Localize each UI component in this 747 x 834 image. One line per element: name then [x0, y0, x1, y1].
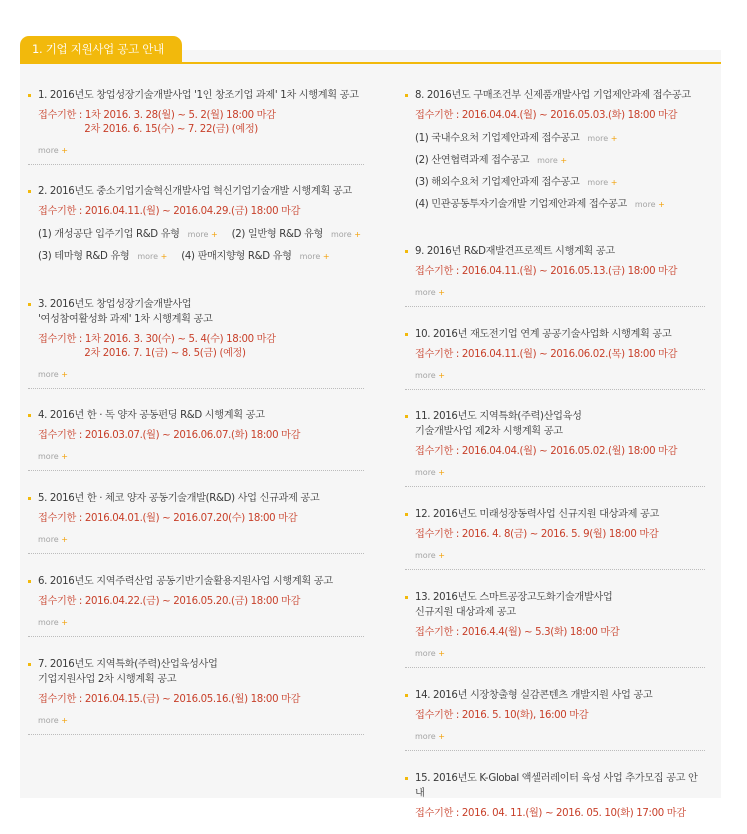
- more-label: more: [415, 732, 439, 741]
- announcement-title[interactable]: 13. 2016년도 스마트공장고도화기술개발사업 신규지원 대상과제 공고: [405, 590, 705, 620]
- sub-item-more-link[interactable]: [300, 246, 330, 268]
- announcement-title[interactable]: 7. 2016년도 지역특화(주력)산업육성사업 기업지원사업 2차 시행계획 공고: [28, 657, 364, 687]
- more-label: more: [330, 230, 355, 239]
- more-label: more: [38, 535, 62, 544]
- deadline-text: 접수기한 : 2016. 5. 10(화), 16:00 마감: [415, 710, 589, 721]
- more-label: more: [587, 134, 611, 143]
- announcement-item: [405, 771, 705, 834]
- sub-item-row: [38, 246, 364, 268]
- dotted-separator: [405, 306, 705, 307]
- dotted-separator: [405, 569, 705, 570]
- more-label: more: [38, 618, 62, 627]
- announcement-title[interactable]: 1. 2016년도 창업성장기술개발사업 '1인 창조기업 과제' 1차 시행계획 공고: [28, 88, 364, 103]
- announcement-item: [405, 590, 705, 672]
- announcement-item: [28, 88, 364, 169]
- plus-icon: +: [438, 551, 445, 560]
- sub-item-label: (1) 국내수요처 기업제안과제 접수공고: [415, 133, 580, 144]
- sub-item-row: [38, 224, 364, 246]
- sub-item-more-link[interactable]: [331, 224, 361, 246]
- dotted-separator: [28, 164, 364, 165]
- deadline-text: 접수기한 : 2016.04.01.(월) ~ 2016.07.20(수) 18:00 마감: [38, 513, 298, 524]
- deadline-text: 접수기한 : 1차 2016. 3. 28(월) ~ 5. 2(월) 18:00 마감 2차 2016. 6. 15(수) ~ 7. 22(금) (예정): [38, 110, 276, 135]
- sub-item-more-link[interactable]: [587, 128, 617, 150]
- plus-icon: +: [438, 371, 445, 380]
- deadline-text: 접수기한 : 2016.04.04.(월) ~ 2016.05.03.(화) 18:00 마감: [415, 110, 678, 121]
- plus-icon: +: [438, 468, 445, 477]
- announcement-item: [405, 327, 705, 394]
- plus-icon: +: [61, 618, 68, 627]
- plus-icon: +: [322, 252, 330, 261]
- dotted-separator: [28, 470, 364, 471]
- announcement-title[interactable]: 11. 2016년도 지역특화(주력)산업육성 기술개발사업 제2차 시행계획 공고: [405, 409, 705, 439]
- dotted-separator: [405, 750, 705, 751]
- deadline-text: 접수기한 : 2016.4.4(월) ~ 5.3(화) 18:00 마감: [415, 627, 620, 638]
- announcement-title[interactable]: 14. 2016년 시장창출형 실감콘텐츠 개발지원 사업 공고: [405, 688, 705, 703]
- announcement-item: [405, 244, 705, 311]
- sub-item-label: (3) 해외수요처 기업제안과제 접수공고: [415, 177, 580, 188]
- sub-item-more-link[interactable]: [188, 224, 218, 246]
- dotted-separator: [28, 734, 364, 735]
- plus-icon: +: [61, 146, 68, 155]
- left-column: [28, 88, 364, 755]
- sub-item-row: [415, 194, 705, 216]
- deadline-text: 접수기한 : 1차 2016. 3. 30(수) ~ 5. 4(수) 18:00 마감 2차 2016. 7. 1(금) ~ 8. 5(금) (예정): [38, 334, 276, 359]
- more-link[interactable]: [415, 732, 705, 742]
- sub-item-label: (2) 일반형 R&D 유형: [231, 229, 323, 240]
- sub-item-row: [415, 128, 705, 150]
- more-label: more: [38, 146, 62, 155]
- plus-icon: +: [354, 230, 361, 239]
- plus-icon: +: [438, 288, 445, 297]
- announcement-item: [28, 297, 364, 393]
- more-label: more: [415, 371, 439, 380]
- more-link[interactable]: [415, 551, 705, 561]
- sub-item-row: [415, 172, 705, 194]
- plus-icon: +: [210, 230, 218, 239]
- announcement-title[interactable]: 3. 2016년도 창업성장기술개발사업 '여성참여활성화 과제' 1차 시행계획 공고: [28, 297, 364, 327]
- sub-item[interactable]: [38, 246, 167, 268]
- announcement-item: [28, 657, 364, 739]
- announcement-item: [405, 88, 705, 229]
- section-title-underline: [20, 62, 721, 64]
- more-label: more: [415, 468, 439, 477]
- sub-item[interactable]: [415, 150, 567, 172]
- sub-item-more-link[interactable]: [587, 172, 617, 194]
- dotted-separator: [28, 388, 364, 389]
- announcement-title[interactable]: 8. 2016년도 구매조건부 신제품개발사업 기업제안과제 접수공고: [405, 88, 705, 103]
- deadline-text: 접수기한 : 2016.04.11.(월) ~ 2016.06.02.(목) 18:00 마감: [415, 349, 678, 360]
- more-label: more: [634, 200, 659, 209]
- sub-item[interactable]: [38, 224, 218, 246]
- section-title: 1. 기업 지원사업 공고 안내: [20, 36, 182, 63]
- sub-item-label: (1) 개성공단 입주기업 R&D 유형: [38, 229, 180, 240]
- plus-icon: +: [61, 370, 68, 379]
- announcement-item: [405, 507, 705, 574]
- deadline-text: 접수기한 : 2016.04.15.(금) ~ 2016.05.16.(월) 18:00 마감: [38, 694, 301, 705]
- dotted-separator: [405, 667, 705, 668]
- plus-icon: +: [61, 716, 68, 725]
- dotted-separator: [28, 553, 364, 554]
- dotted-separator: [28, 636, 364, 637]
- more-label: more: [38, 370, 62, 379]
- announcement-title[interactable]: 2. 2016년도 중소기업기술혁신개발사업 혁신기업기술개발 시행계획 공고: [28, 184, 364, 199]
- more-link[interactable]: [415, 468, 705, 478]
- right-column: [405, 88, 705, 834]
- plus-icon: +: [61, 452, 68, 461]
- sub-item[interactable]: [415, 128, 617, 150]
- deadline-text: 접수기한 : 2016.04.04.(월) ~ 2016.05.02.(월) 18:00 마감: [415, 446, 678, 457]
- sub-item[interactable]: [415, 172, 617, 194]
- sub-item-list: [28, 224, 364, 268]
- more-link[interactable]: [38, 370, 364, 380]
- more-link[interactable]: [38, 452, 364, 462]
- sub-item-row: [415, 150, 705, 172]
- sub-item-label: (3) 테마형 R&D 유형: [38, 251, 130, 262]
- announcement-title[interactable]: 12. 2016년도 미래성장동력사업 신규지원 대상과제 공고: [405, 507, 705, 522]
- announcement-title[interactable]: 10. 2016년 재도전기업 연계 공공기술사업화 시행계획 공고: [405, 327, 705, 342]
- more-label: more: [187, 230, 211, 239]
- announcement-item: [28, 491, 364, 558]
- sub-item-label: (4) 판매지향형 R&D 유형: [181, 251, 292, 262]
- sub-item-label: (2) 산연협력과제 접수공고: [415, 155, 530, 166]
- plus-icon: +: [610, 134, 618, 143]
- deadline-text: 접수기한 : 2016.04.11.(월) ~ 2016.05.13.(금) 18:00 마감: [415, 266, 678, 277]
- more-label: more: [415, 551, 439, 560]
- sub-item-list: [405, 128, 705, 216]
- more-label: more: [38, 452, 62, 461]
- announcement-title[interactable]: 4. 2016년 한 · 독 양자 공동펀딩 R&D 시행계획 공고: [28, 408, 364, 423]
- sub-item[interactable]: [415, 194, 665, 216]
- announcement-title[interactable]: 6. 2016년도 지역주력산업 공동기반기술활용지원사업 시행계획 공고: [28, 574, 364, 589]
- sub-item-more-link[interactable]: [137, 246, 167, 268]
- dotted-separator: [405, 486, 705, 487]
- more-link[interactable]: [415, 649, 705, 659]
- sub-item-more-link[interactable]: [635, 194, 665, 216]
- more-label: more: [415, 288, 439, 297]
- announcement-item: [405, 409, 705, 491]
- more-label: more: [299, 252, 323, 261]
- announcement-title[interactable]: 15. 2016년도 K-Global 액셀러레이터 육성 사업 추가모집 공고 안내: [405, 771, 705, 801]
- dotted-separator: [405, 389, 705, 390]
- plus-icon: +: [438, 649, 445, 658]
- more-link[interactable]: [415, 371, 705, 381]
- plus-icon: +: [658, 200, 665, 209]
- plus-icon: +: [610, 178, 618, 187]
- deadline-text: 접수기한 : 2016.04.11.(월) ~ 2016.04.29.(금) 18:00 마감: [38, 206, 301, 217]
- more-link[interactable]: [415, 288, 705, 298]
- plus-icon: +: [560, 156, 568, 165]
- plus-icon: +: [61, 535, 68, 544]
- deadline-text: 접수기한 : 2016.03.07.(월) ~ 2016.06.07.(화) 18:00 마감: [38, 430, 301, 441]
- announcement-item: [405, 688, 705, 755]
- announcement-title[interactable]: 5. 2016년 한 · 체코 양자 공동기술개발(R&D) 사업 신규과제 공고: [28, 491, 364, 506]
- sub-item-more-link[interactable]: [537, 150, 567, 172]
- more-link[interactable]: [38, 716, 364, 726]
- plus-icon: +: [438, 732, 445, 741]
- sub-item-label: (4) 민관공동투자기술개발 기업제안과제 접수공고: [415, 199, 627, 210]
- announcement-title[interactable]: 9. 2016년 R&D재발견프로젝트 시행계획 공고: [405, 244, 705, 259]
- more-link[interactable]: [38, 618, 364, 628]
- more-link[interactable]: [38, 146, 364, 156]
- more-label: more: [38, 716, 62, 725]
- deadline-text: 접수기한 : 2016.04.22.(금) ~ 2016.05.20.(금) 18:00 마감: [38, 596, 301, 607]
- more-label: more: [415, 649, 439, 658]
- announcement-item: [28, 408, 364, 475]
- sub-item[interactable]: [232, 224, 361, 246]
- announcement-item: [28, 574, 364, 641]
- more-label: more: [537, 156, 561, 165]
- more-label: more: [137, 252, 161, 261]
- plus-icon: +: [160, 252, 168, 261]
- more-link[interactable]: [38, 535, 364, 545]
- deadline-text: 접수기한 : 2016. 04. 11.(월) ~ 2016. 05. 10(화) 17:00 마감: [415, 808, 686, 819]
- more-label: more: [587, 178, 611, 187]
- sub-item[interactable]: [181, 246, 329, 268]
- deadline-text: 접수기한 : 2016. 4. 8(금) ~ 2016. 5. 9(월) 18:00 마감: [415, 529, 659, 540]
- announcement-item: [28, 184, 364, 281]
